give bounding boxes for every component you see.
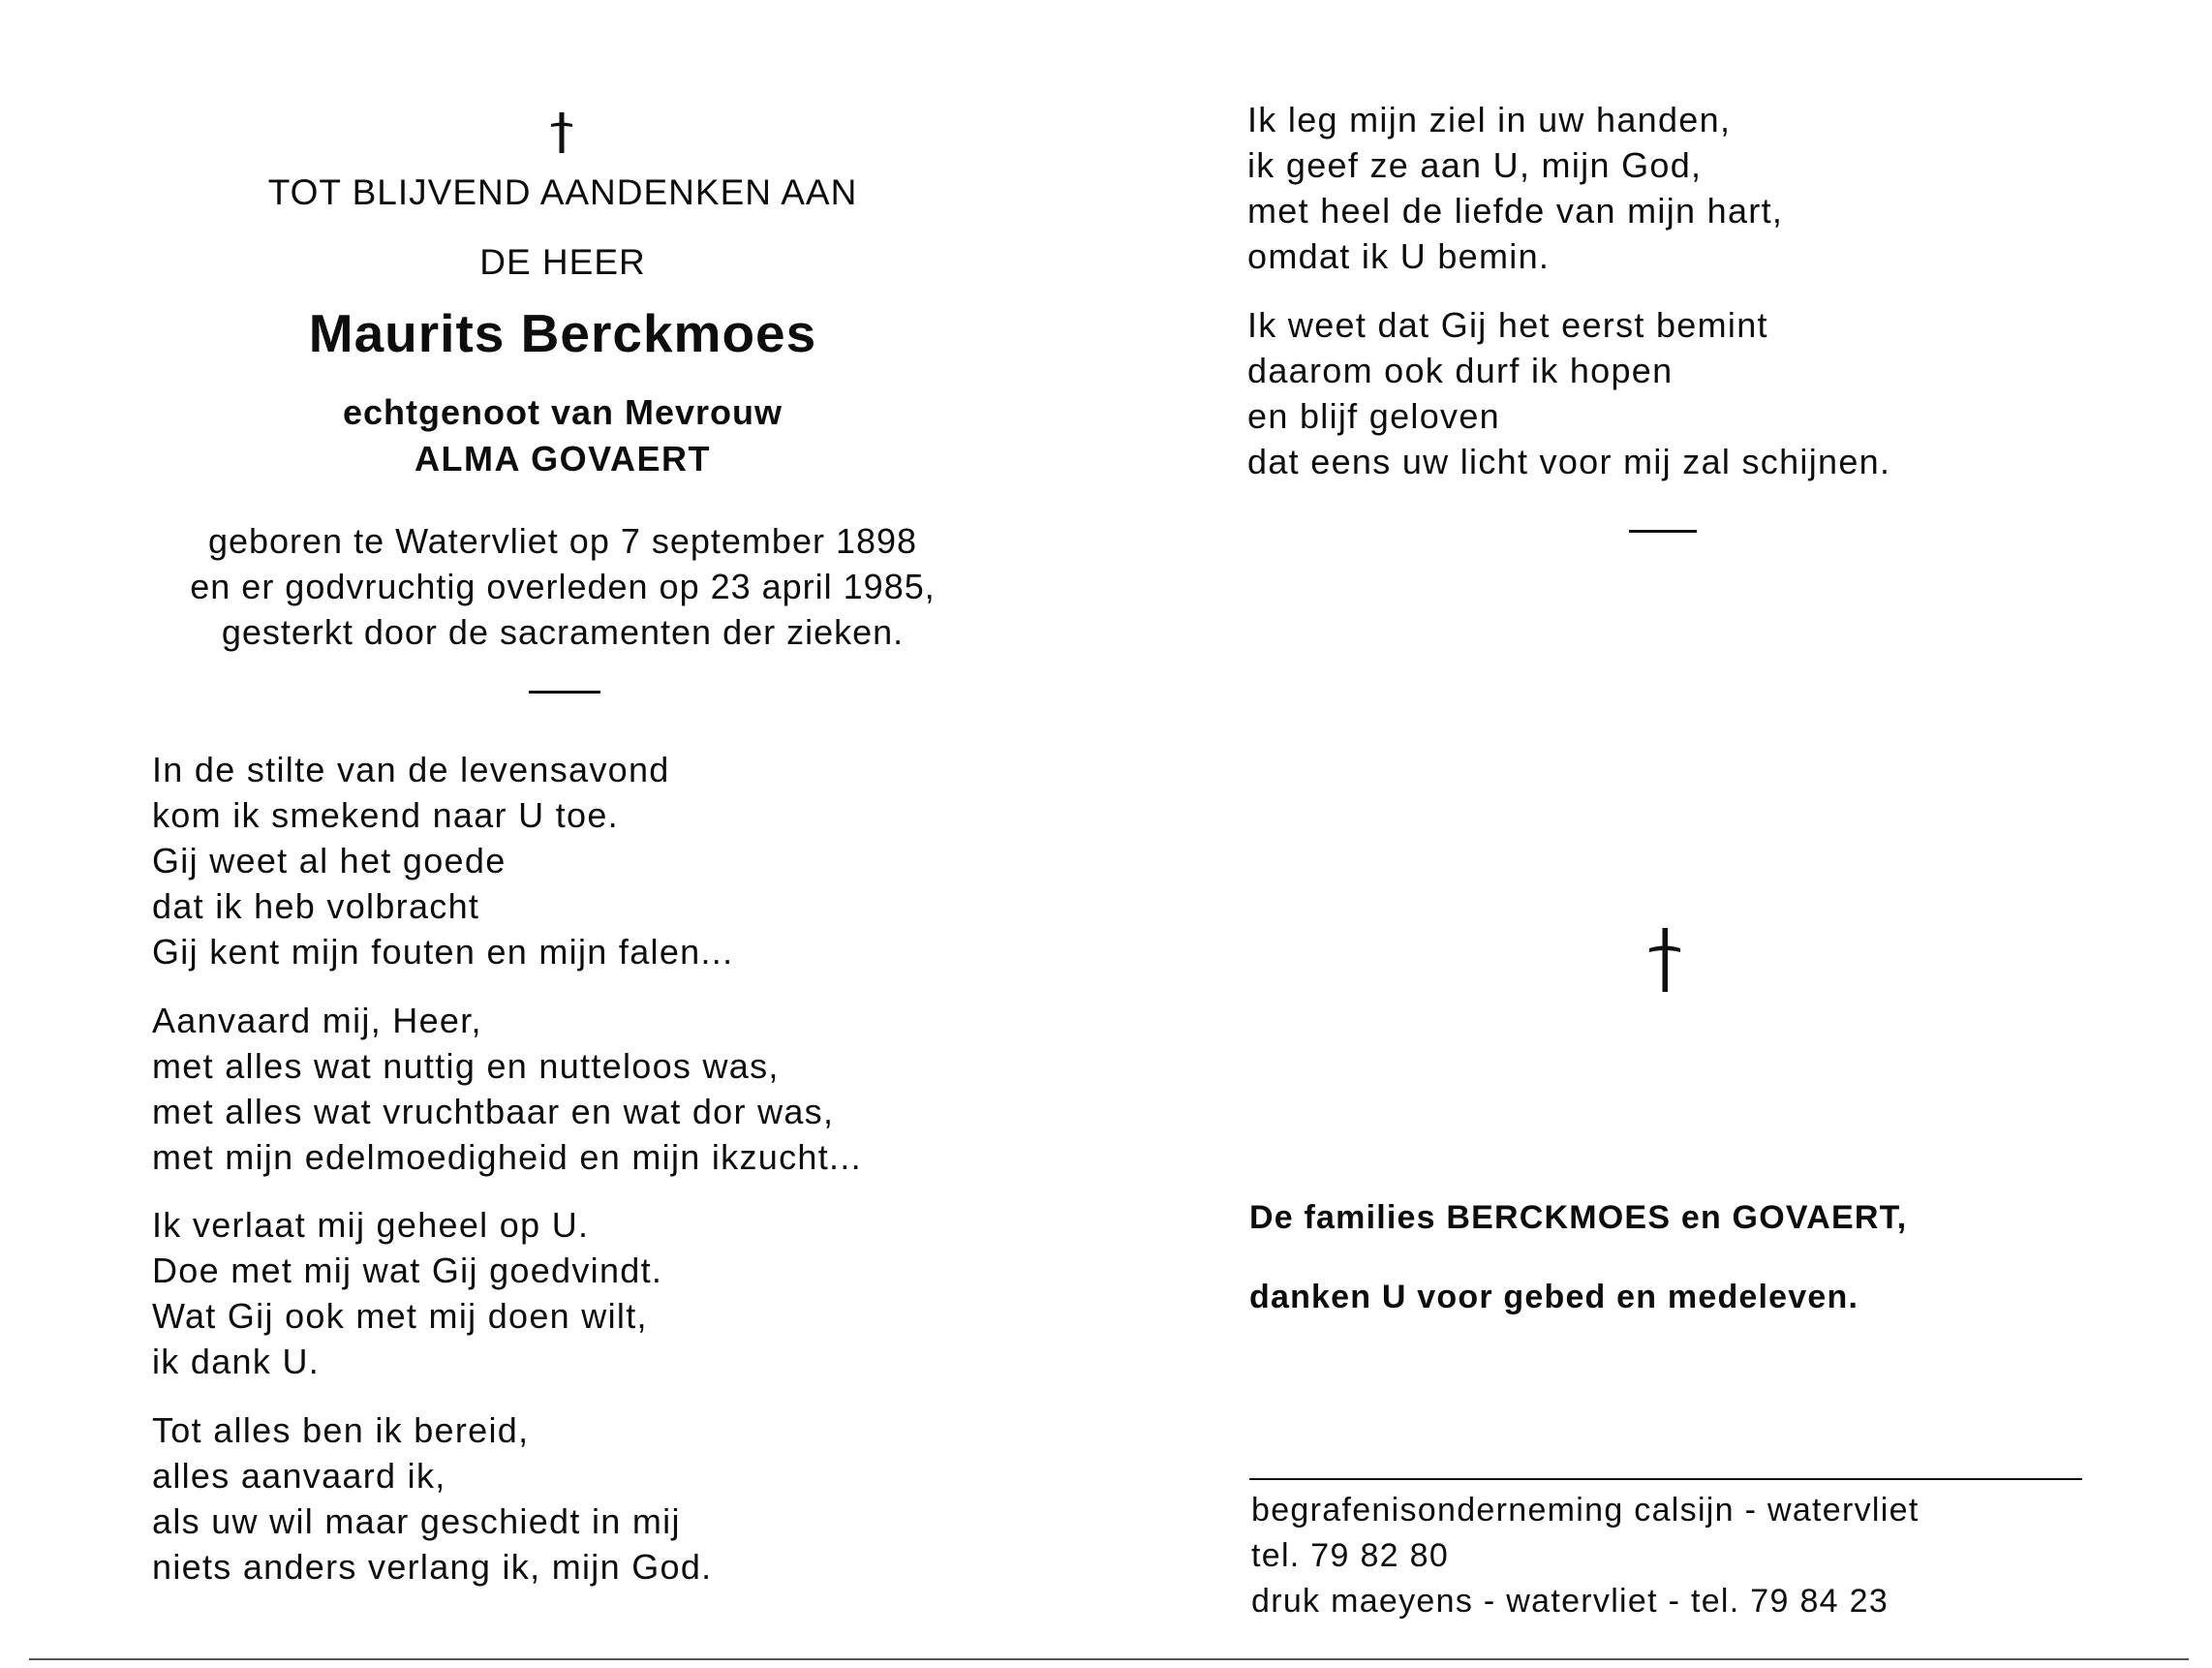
poem-line: Ik verlaat mij geheel op U. (152, 1205, 590, 1245)
poem-line: Wat Gij ook met mij doen wilt, (152, 1296, 648, 1336)
poem-stanza (152, 1202, 662, 1384)
poem-line: en blijf geloven (1247, 396, 1500, 436)
spouse-name: ALMA GOVAERT (415, 439, 711, 479)
thanks-message: danken U voor gebed en medeleven. (1249, 1279, 1859, 1315)
poem-line: met alles wat vruchtbaar en wat dor was, (152, 1092, 835, 1131)
spouse-line-1: echtgenoot van Mevrouw (342, 392, 783, 432)
poem-line: als uw wil maar geschiedt in mij (152, 1501, 681, 1541)
poem-stanza (1247, 302, 1890, 484)
poem-line: Tot alles ben ik bereid, (152, 1410, 530, 1450)
card-edge (29, 1658, 2189, 1660)
poem-line: dat ik heb volbracht (152, 886, 480, 926)
poem-stanza (152, 747, 733, 974)
poem-line: Aanvaard mij, Heer, (152, 1001, 482, 1040)
poem-line: Gij weet al het goede (152, 841, 507, 880)
poem-line: Ik weet dat Gij het eerst bemint (1247, 305, 1768, 345)
poem-line: daarom ook durf ik hopen (1247, 351, 1674, 390)
poem-line: niets anders verlang ik, mijn God. (152, 1547, 713, 1587)
poem-line: In de stilte van de levensavond (152, 750, 670, 789)
poem-line: omdat ik U bemin. (1247, 236, 1551, 276)
funeral-home-phone: tel. 79 82 80 (1251, 1537, 1450, 1574)
deceased-name: Maurits Berckmoes (308, 303, 817, 363)
footer-credits (1251, 1488, 1920, 1624)
poem-line: kom ik smekend naar U toe. (152, 795, 619, 835)
cross-icon (549, 112, 574, 153)
divider (1629, 530, 1697, 533)
biography (116, 518, 1009, 655)
thanks-families: De families BERCKMOES en GOVAERT, (1249, 1199, 1908, 1236)
poem-stanza (1247, 97, 1783, 279)
poem-line: ik geef ze aan U, mijn God, (1247, 145, 1703, 185)
poem-line: met alles wat nuttig en nutteloos was, (152, 1046, 780, 1086)
poem-line: Gij kent mijn fouten en mijn falen... (152, 932, 734, 972)
poem-stanza (152, 998, 862, 1180)
bio-line: en er godvruchtig overleden op 23 april 1985, (190, 567, 936, 606)
divider (529, 691, 600, 694)
printer-credit: druk maeyens - watervliet - tel. 79 84 23 (1251, 1583, 1889, 1620)
poem-line: Ik leg mijn ziel in uw handen, (1247, 100, 1732, 139)
poem-line: ik dank U. (152, 1342, 321, 1381)
poem-line: Doe met mij wat Gij goedvindt. (152, 1251, 663, 1290)
poem-line: met mijn edelmoedigheid en mijn ikzucht... (152, 1137, 862, 1177)
intro-line-1: TOT BLIJVEND AANDENKEN AAN (267, 172, 858, 212)
funeral-home: begrafenisonderneming calsijn - watervliet (1251, 1492, 1920, 1529)
poem-line: alles aanvaard ik, (152, 1456, 446, 1496)
poem-stanza (152, 1407, 712, 1590)
poem-line: met heel de liefde van mijn hart, (1247, 191, 1784, 231)
poem-line: dat eens uw licht voor mij zal schijnen. (1247, 442, 1891, 481)
bio-line: gesterkt door de sacramenten der zieken. (221, 612, 905, 652)
bio-line: geboren te Watervliet op 7 september 1898 (207, 521, 918, 561)
intro-line-2: DE HEER (479, 242, 646, 282)
cross-icon (1647, 928, 1682, 992)
footer-rule (1249, 1478, 2082, 1480)
